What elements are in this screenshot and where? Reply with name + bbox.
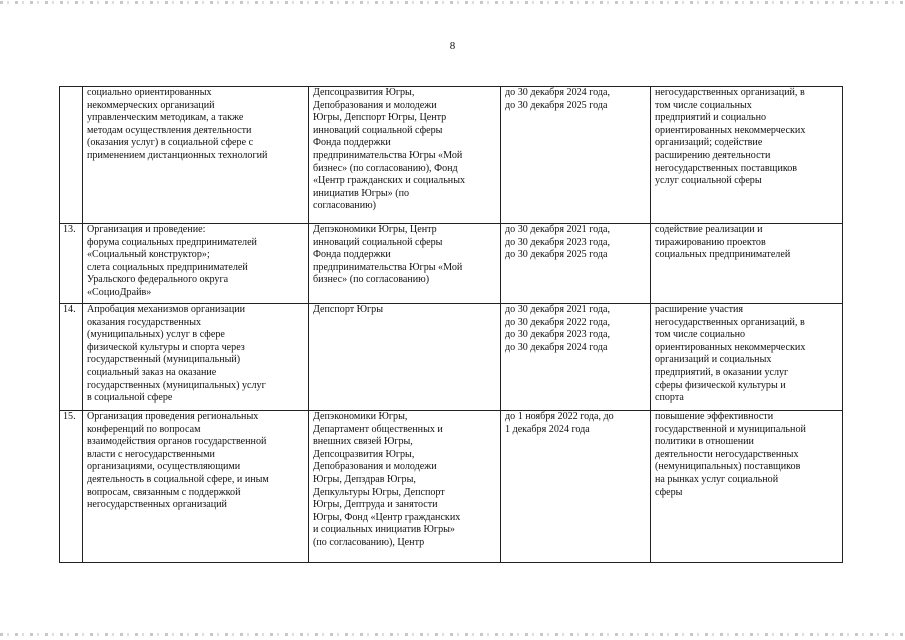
table-row [60,411,843,563]
result-cell: повышение эффективности государственной и муниципальной политики в отношении деятельности негосударственных (немуниципальных) поставщиков на рынках услуг социальной сферы [651,411,843,563]
executors-cell: Депспорт Югры [309,304,501,411]
scan-edge-bottom [0,633,905,636]
activity-cell: Организация проведения региональных конференций по вопросам взаимодействия органов государственной власти с негосударственными организациями, осуществляющими деятельность в социальной сфере, и иным вопросам, связанным с поддержкой негосударственных организаций [83,411,309,563]
deadline-cell: до 30 декабря 2021 года, до 30 декабря 2023 года, до 30 декабря 2025 года [501,224,651,304]
activity-cell: Апробация механизмов организации оказания государственных (муниципальных) услуг в сфере физической культуры и спорта через государственный (муниципальный) социальный заказ на оказание государственных (муниципальных) услуг в социальной сфере [83,304,309,411]
table-row [60,87,843,224]
deadline-cell: до 30 декабря 2021 года, до 30 декабря 2022 года, до 30 декабря 2023 года, до 30 декабря 2024 года [501,304,651,411]
activity-cell: Организация и проведение: форума социальных предпринимателей «Социальный конструктор»; слета социальных предпринимателей Уральского федерального округа «СоциоДрайв» [83,224,309,304]
row-number-cell: 14. [60,304,83,411]
executors-cell: Депсоцразвития Югры, Депобразования и молодежи Югры, Депспорт Югры, Центр инноваций социальной сферы Фонда поддержки предпринимательства Югры «Мой бизнес» (по согласованию), Фонд «Центр гражданских и социальных инициатив Югры» (по согласованию) [309,87,501,224]
page-number: 8 [449,40,456,52]
table-row [60,304,843,411]
activity-cell: социально ориентированных некоммерческих организаций управленческим методикам, а также методам осуществления деятельности (оказания услуг) в социальной сфере с применением дистанционных технологий [83,87,309,224]
activity-table [59,86,843,563]
result-cell: расширение участия негосударственных организаций, в том числе социально ориентированных некоммерческих организаций и социальных предприятий, в оказании услуг сферы физической культуры и спорта [651,304,843,411]
row-number-cell [60,87,83,224]
row-number-cell: 13. [60,224,83,304]
executors-cell: Депэкономики Югры, Департамент общественных и внешних связей Югры, Депсоцразвития Югры, Депобразования и молодежи Югры, Депздрав Югры, Депкультуры Югры, Депспорт Югры, Дептруда и занятости Югры, Фонд «Центр гражданских и социальных инициатив Югры» (по согласованию), Центр [309,411,501,563]
executors-cell: Депэкономики Югры, Центр инноваций социальной сферы Фонда поддержки предпринимательства Югры «Мой бизнес» (по согласованию) [309,224,501,304]
deadline-cell: до 30 декабря 2024 года, до 30 декабря 2025 года [501,87,651,224]
deadline-cell: до 1 ноября 2022 года, до 1 декабря 2024 года [501,411,651,563]
result-cell: негосударственных организаций, в том числе социальных предприятий и социально ориентированных некоммерческих организаций; содействие расширению деятельности негосударственных поставщиков услуг социальной сферы [651,87,843,224]
result-cell: содействие реализации и тиражированию проектов социальных предпринимателей [651,224,843,304]
row-number-cell: 15. [60,411,83,563]
table-row [60,224,843,304]
scan-edge-top [0,1,905,4]
